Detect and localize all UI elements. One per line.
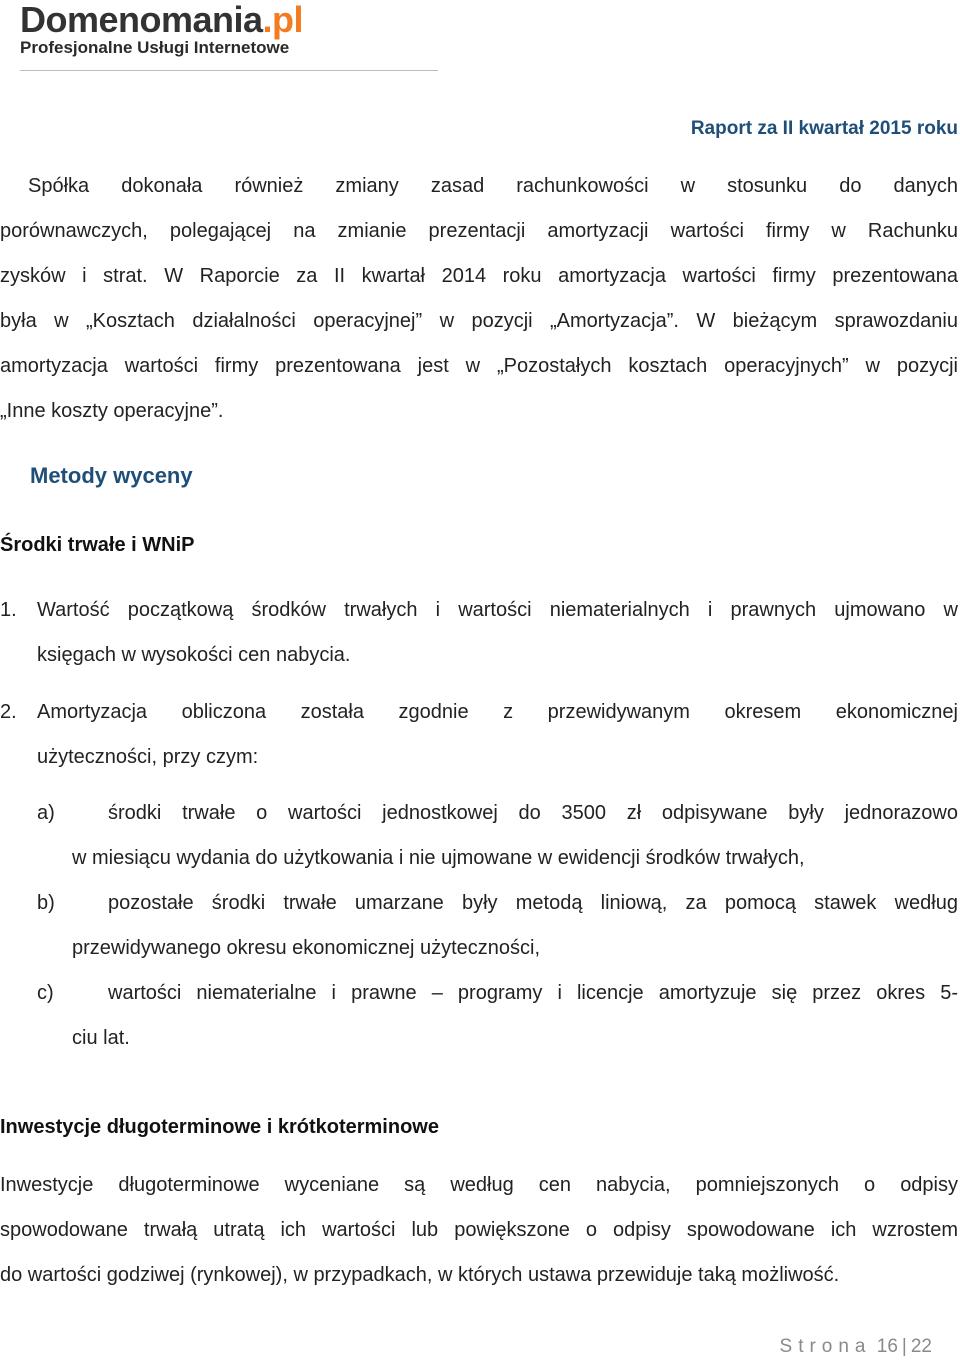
section-heading-investments: Inwestycje długoterminowe i krótkoterminowe <box>0 1116 439 1138</box>
investments-line-3: do wartości godziwej (rynkowej), w przypadkach, w których ustawa przewiduje taką możliwość. <box>0 1264 840 1286</box>
page-number-current: 16 <box>876 1336 898 1357</box>
intro-line-1: Spółka dokonała również zmiany zasad rachunkowości w stosunku do danych <box>28 175 958 197</box>
logo-main-text: Domenomania <box>20 0 263 40</box>
list-number-2: 2. <box>0 701 17 723</box>
investments-line-2: spowodowane trwałą utratą ich wartości lub powiększone o odpisy spowodowane ich wzrostem <box>0 1219 958 1241</box>
point-1-line-1: Wartość początkową środków trwałych i wartości niematerialnych i prawnych ujmowano w <box>37 599 958 621</box>
report-title: Raport za II kwartał 2015 roku <box>690 118 958 139</box>
point-1-line-2: księgach w wysokości cen nabycia. <box>37 644 351 666</box>
intro-line-3: zysków i strat. W Raporcie za II kwartał 2014 roku amortyzacja wartości firmy prezentowana <box>0 265 958 287</box>
intro-line-4: była w „Kosztach działalności operacyjnej” w pozycji „Amortyzacja”. W bieżącym sprawozdaniu <box>0 310 958 332</box>
intro-line-6: „Inne koszty operacyjne”. <box>0 400 224 422</box>
list-number-1: 1. <box>0 599 17 621</box>
subpoint-c-line-2: ciu lat. <box>72 1027 130 1049</box>
header-divider <box>20 70 438 71</box>
logo-tagline: Profesjonalne Usługi Internetowe <box>20 38 290 57</box>
subpoint-a-line-1: środki trwałe o wartości jednostkowej do 3500 zł odpisywane były jednorazowo <box>108 802 958 824</box>
investments-line-1: Inwestycje długoterminowe wyceniane są według cen nabycia, pomniejszonych o odpisy <box>0 1174 958 1196</box>
page-number-total: 22 <box>910 1336 932 1357</box>
subpoint-c-line-1: wartości niematerialne i prawne – programy i licencje amortyzuje się przez okres 5- <box>108 982 958 1004</box>
page-separator: | <box>901 1336 907 1357</box>
subpoint-a-line-2: w miesiącu wydania do użytkowania i nie ujmowane w ewidencji środków trwałych, <box>72 847 805 869</box>
subpoint-b-line-2: przewidywanego okresu ekonomicznej użyteczności, <box>72 937 541 959</box>
subpoint-marker-c: c) <box>37 982 54 1004</box>
section-heading-valuation: Metody wyceny <box>30 463 193 488</box>
subpoint-marker-b: b) <box>37 892 55 914</box>
page-label: Strona <box>779 1336 872 1357</box>
intro-line-2: porównawczych, polegającej na zmianie prezentacji amortyzacji wartości firmy w Rachunku <box>0 220 958 242</box>
logo-accent-text: .pl <box>262 0 304 40</box>
subpoint-b-line-1: pozostałe środki trwałe umarzane były metodą liniową, za pomocą stawek według <box>108 892 958 914</box>
page-footer <box>780 1332 932 1362</box>
logo-wordmark <box>20 0 303 40</box>
point-2-line-2: użyteczności, przy czym: <box>37 746 259 768</box>
subpoint-marker-a: a) <box>37 802 55 824</box>
subheading-fixed-assets: Środki trwałe i WNiP <box>0 534 195 556</box>
intro-line-5: amortyzacja wartości firmy prezentowana jest w „Pozostałych kosztach operacyjnych” w pozycji <box>0 355 958 377</box>
company-logo <box>20 0 303 57</box>
point-2-line-1: Amortyzacja obliczona została zgodnie z przewidywanym okresem ekonomicznej <box>37 701 958 723</box>
